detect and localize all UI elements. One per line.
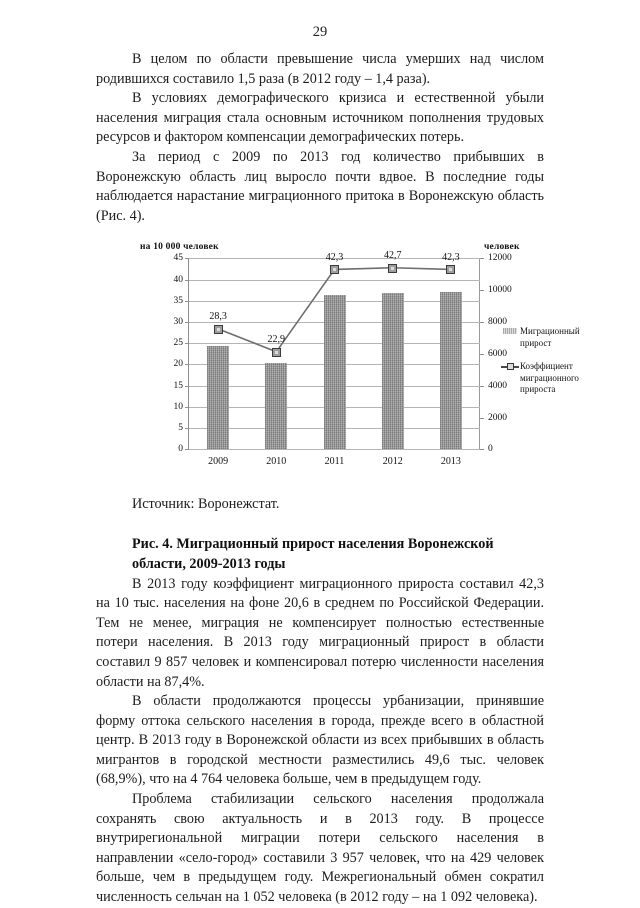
chart-xtick-label: 2010 [266,456,287,468]
chart-gridline [189,449,480,450]
chart-data-label: 22,9 [267,334,286,346]
paragraph-intro-3: За период с 2009 по 2013 год количество прибывших в Воронежскую область лиц выросло почти вдвое. В последние годы наблюдается нарастание миграционного притока в Воронежскую область (Рис. 4). [96,148,544,224]
chart-xtick-label: 2009 [208,456,229,468]
chart-ytick-label-left: 25 [173,338,183,349]
chart-line-marker [330,265,339,274]
paragraph-after-1: В 2013 году коэффициент миграционного прироста составил 42,3 на 10 тыс. населения на фоне 20,6 в среднем по Российской Федерации. Тем не менее, миграция не компенсирует полностью естественные потери населения. В 2013 году миграционный прирост в области составил 9 857 человек и компенсировал потерю численности населения области на 87,4%. [96,575,544,690]
legend-item-line [500,361,596,396]
legend-label-line: Коэффициент миграционного прироста [520,361,579,395]
chart-data-label: 42,3 [442,251,460,263]
chart-ytick-mark-right [480,322,484,323]
chart-ytick-mark-right [480,290,484,291]
chart-ytick-mark-right [480,258,484,259]
chart-ytick-label-left: 45 [173,253,183,264]
chart-left-axis-title: на 10 000 человек [140,242,219,253]
chart-xtick-label: 2013 [440,456,461,468]
chart-ytick-label-left: 30 [173,317,183,327]
chart-ytick-label-left: 20 [173,359,183,370]
chart-ytick-mark [185,449,189,450]
chart-ytick-mark-right [480,449,484,450]
paragraph-after-3: Проблема стабилизации сельского населения продолжала сохранять свою актуальность и в 2013 году. В процессе внутрирегиональной миграции потери сельского населения в направлении «село-город» составили 3 957 человек, что на 429 человек больше, чем в предыдущем году. Межрегиональный обмен сократил численность сельчан на 1 052 человека (в 2012 году – на 1 092 человека). [96,791,544,906]
chart-ytick-label-left: 35 [173,295,183,306]
chart-data-label: 28,3 [209,311,227,323]
chart-ytick-label-right: 10000 [488,285,512,296]
chart-ytick-label-left: 40 [173,274,183,285]
paragraph-intro-2: В условиях демографического кризиса и естественной убыли населения миграция стала основным источником пополнения трудовых ресурсов и фактором компенсации демографических потерь. [96,90,544,146]
chart-plot-area [173,250,512,468]
chart-ytick-mark-right [480,418,484,419]
legend-item-bar [500,326,596,349]
chart-data-label: 42,3 [325,251,344,263]
chart-ytick-label-left: 15 [173,380,183,391]
chart-legend [500,326,596,408]
chart-line-path [189,258,480,449]
chart-ytick-label-left: 0 [178,444,183,455]
legend-label-bar: Миграционный прирост [520,326,580,348]
chart-migration-growth [136,240,596,488]
chart-line-marker [214,325,223,334]
figure-4 [96,240,580,490]
chart-ytick-mark-right [480,386,484,387]
chart-right-axis-title: человек [484,242,520,253]
chart-xtick-label: 2012 [382,456,403,468]
chart-line-marker [272,348,281,357]
figure-source: Источник: Воронежстат. [132,496,280,513]
body-column [96,50,580,908]
chart-ytick-label-right: 2000 [488,412,507,423]
chart-line-marker [446,265,455,274]
chart-ytick-label-left: 10 [173,401,183,412]
chart-ytick-label-right: 8000 [488,317,507,327]
paragraph-intro-1: В целом по области превышение числа умерших над числом родившихся составило 1,5 раза (в 2012 году – 1,4 раза). [96,51,544,87]
chart-xtick-label: 2011 [324,456,345,468]
chart-ytick-label-right: 12000 [488,253,512,264]
chart-ytick-label-right: 4000 [488,380,507,391]
chart-ytick-mark-right [480,354,484,355]
chart-ytick-label-right: 6000 [488,348,507,359]
figure-caption: Рис. 4. Миграционный прирост населения Воронежской области, 2009-2013 годы [132,536,494,572]
chart-line-marker [388,264,397,273]
line-marker-icon [500,361,520,371]
page-number: 29 [312,24,328,40]
chart-ytick-label-left: 5 [178,423,183,434]
paragraph-after-2: В области продолжаются процессы урбанизации, принявшие форму оттока сельского населения в города, прежде всего в областной центр. В 2013 году в Воронежской области из всех прибывших в область мигрантов в городской местности разместились 49,6 тыс. человек (68,9%), что на 4 764 человека больше, чем в предыдущем году. [96,693,544,788]
bar-swatch-icon [500,326,520,334]
chart-data-label: 42,7 [383,250,402,262]
chart-ytick-label-right: 0 [488,444,493,455]
